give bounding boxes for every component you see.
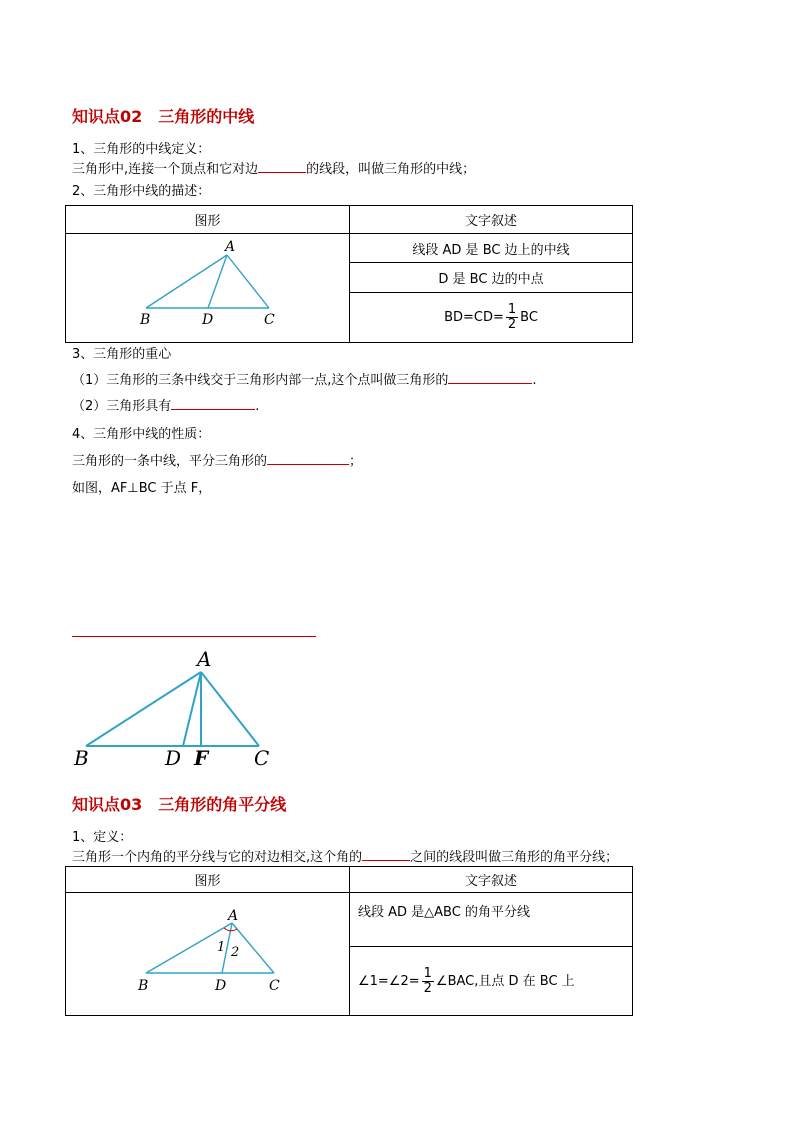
angle-label-2: 2 [231,945,240,960]
centroid-blank-1[interactable] [448,383,532,384]
centroid-blank-2[interactable] [171,409,255,410]
vertex-label-b: B [140,312,151,328]
median-table-header-text: 文字叙述 [350,206,633,234]
median-property-title: 4、三角形中线的性质： [72,427,211,442]
section-heading-03: 知识点03 三角形的角平分线 [72,795,287,814]
bisector-definition-text [72,846,618,865]
median-table-row2: D 是 BC 边的中点 [350,263,633,292]
median-table-row1: 线段 AD 是 BC 边上的中线 [350,234,633,263]
fig2-side-ab [86,672,201,746]
bisector-table [65,866,633,1016]
median-row3-after: BC [520,309,538,325]
fig2-side-ac [201,672,259,746]
bisector-fraction-numerator: 1 [423,965,432,981]
median-row3-before: BD=CD= [444,309,504,325]
median-description-title: 2、三角形中线的描述： [72,184,211,199]
median-property-end: ； [349,454,363,469]
fraction-numerator: 1 [507,301,517,317]
centroid-line-2 [72,395,259,414]
median-table [65,205,633,343]
fig2-median-ad [183,672,201,746]
median-property-blank[interactable] [267,464,349,465]
bisector-definition-after: 之间的线段叫做三角形的角平分线； [410,850,619,865]
angle-label-1: 1 [217,940,226,955]
point-label-d: D [202,312,214,328]
median-definition-title: 1、三角形的中线定义： [72,142,211,157]
centroid-line-2-end: . [255,399,260,414]
centroid-line-2-text: （2）三角形具有 [72,399,172,414]
vertex-label-a: A [225,239,236,255]
centroid-title: 3、三角形的重心 [72,347,172,362]
side-ac [227,255,269,308]
median-definition-blank[interactable] [258,172,306,173]
median-table-header-figure: 图形 [66,206,350,234]
centroid-line-1 [72,369,537,388]
median-definition-after: 的线段，叫做三角形的中线； [306,162,476,177]
bisector-table-figure-cell [66,893,350,1016]
section-heading-02: 知识点02 三角形的中线 [72,107,255,126]
fig2-label-d: D [165,746,182,770]
median-definition-text [72,158,475,177]
bisector-definition-title: 1、定义： [72,830,133,845]
median-property-before: 三角形的一条中线，平分三角形的 [72,454,268,469]
median-property-text [72,450,362,469]
fig2-label-c: C [254,746,270,770]
fraction-denominator: 2 [507,316,517,332]
bis-label-b: B [138,978,149,994]
median-definition-before: 三角形中,连接一个顶点和它对边 [72,162,259,177]
bisector-table-header-figure: 图形 [66,867,350,893]
vertex-label-c: C [264,312,275,328]
bisector-row2-after: ∠BAC,且点 D 在 BC 上 [435,973,575,989]
bis-label-d: D [215,978,227,994]
bisector-fraction-one-half [422,967,434,996]
bis-label-a: A [228,908,239,924]
median-triangle-figure [66,234,349,338]
fig2-label-f: F [194,746,209,770]
fig2-label-b: B [74,746,89,770]
median-ad [208,255,227,308]
centroid-line-1-end: . [532,373,537,388]
side-ab [146,255,227,308]
bisector-table-row2 [350,947,633,1016]
altitude-median-figure [70,646,290,772]
bisector-triangle-figure [66,893,349,1011]
bisector-table-header-text: 文字叙述 [350,867,633,893]
answer-blank-line[interactable] [72,636,316,637]
bisector-definition-blank[interactable] [362,860,410,861]
fig2-label-a: A [197,647,212,671]
bisector-table-row1: 线段 AD 是△ABC 的角平分线 [350,893,633,947]
median-table-figure-cell [66,234,350,343]
fraction-one-half [506,303,518,332]
median-table-row3 [350,292,633,342]
bisector-fraction-denominator: 2 [423,980,432,996]
centroid-line-1-text: （1）三角形的三条中线交于三角形内部一点,这个点叫做三角形的 [72,373,449,388]
figure-intro: 如图，AF⊥BC 于点 F， [72,481,212,496]
bis-label-c: C [269,978,280,994]
bisector-definition-before: 三角形一个内角的平分线与它的对边相交,这个角的 [72,850,363,865]
bisector-row2-before: ∠1=∠2= [358,973,420,989]
